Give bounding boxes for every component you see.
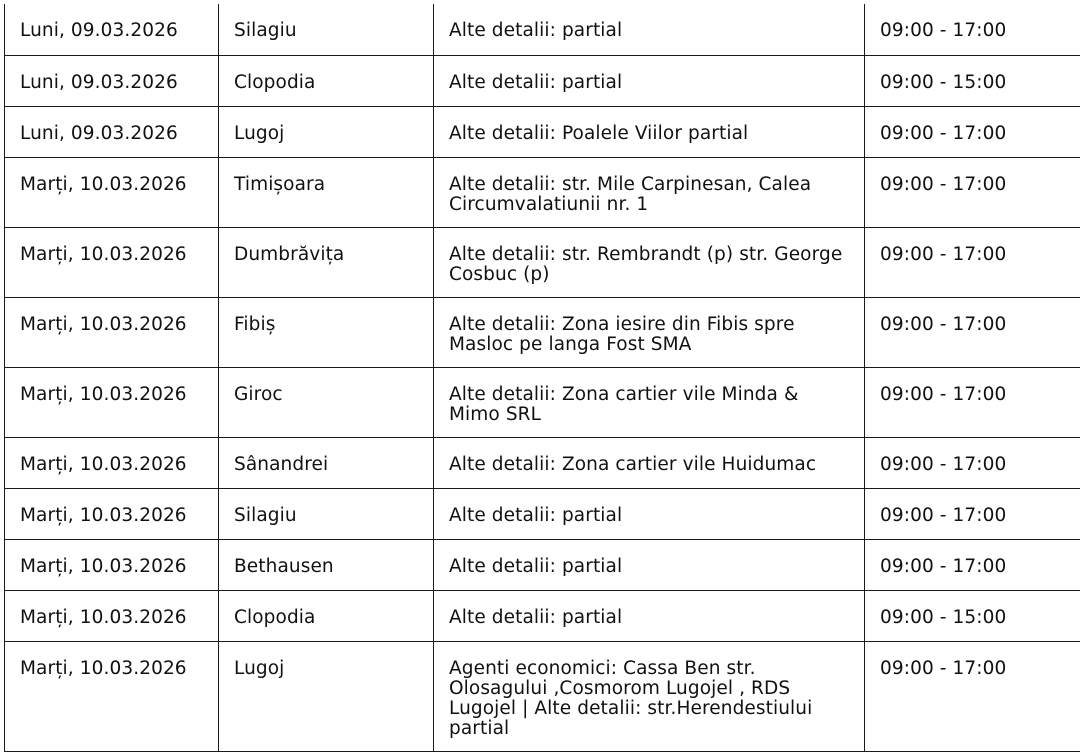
date-cell: Marți, 10.03.2026 xyxy=(5,539,219,590)
location-cell: Bethausen xyxy=(219,539,434,590)
date-cell: Luni, 09.03.2026 xyxy=(5,55,219,106)
date-cell: Marți, 10.03.2026 xyxy=(5,157,219,227)
location-cell: Silagiu xyxy=(219,488,434,539)
date-cell: Marți, 10.03.2026 xyxy=(5,437,219,488)
details-cell: Alte detalii: Zona cartier vile Huidumac xyxy=(434,437,865,488)
details-cell: Agenti economici: Cassa Ben str. Olosagului ,Cosmorom Lugojel , RDS Lugojel | Alte detalii: str.Herendestiului partial xyxy=(434,641,865,751)
table-row xyxy=(5,367,1080,437)
details-cell: Alte detalii: partial xyxy=(434,4,865,55)
date-cell: Marți, 10.03.2026 xyxy=(5,297,219,367)
hours-cell: 09:00 - 15:00 xyxy=(865,590,1080,641)
table-row xyxy=(5,106,1080,157)
outage-schedule-table xyxy=(4,4,1080,752)
location-cell: Clopodia xyxy=(219,55,434,106)
details-cell: Alte detalii: partial xyxy=(434,539,865,590)
location-cell: Dumbrăvița xyxy=(219,227,434,297)
hours-cell: 09:00 - 17:00 xyxy=(865,488,1080,539)
date-cell: Marți, 10.03.2026 xyxy=(5,641,219,751)
date-cell: Luni, 09.03.2026 xyxy=(5,4,219,55)
date-cell: Marți, 10.03.2026 xyxy=(5,488,219,539)
hours-cell: 09:00 - 17:00 xyxy=(865,437,1080,488)
location-cell: Giroc xyxy=(219,367,434,437)
hours-cell: 09:00 - 17:00 xyxy=(865,157,1080,227)
table-row xyxy=(5,590,1080,641)
table-row xyxy=(5,227,1080,297)
details-cell: Alte detalii: Zona cartier vile Minda & Mimo SRL xyxy=(434,367,865,437)
details-cell: Alte detalii: str. Mile Carpinesan, Calea Circumvalatiunii nr. 1 xyxy=(434,157,865,227)
table-row xyxy=(5,4,1080,55)
hours-cell: 09:00 - 17:00 xyxy=(865,4,1080,55)
details-cell: Alte detalii: partial xyxy=(434,590,865,641)
table-row xyxy=(5,55,1080,106)
table-row xyxy=(5,488,1080,539)
date-cell: Marți, 10.03.2026 xyxy=(5,227,219,297)
location-cell: Fibiș xyxy=(219,297,434,367)
details-cell: Alte detalii: str. Rembrandt (p) str. George Cosbuc (p) xyxy=(434,227,865,297)
location-cell: Timișoara xyxy=(219,157,434,227)
details-cell: Alte detalii: Zona iesire din Fibis spre Masloc pe langa Fost SMA xyxy=(434,297,865,367)
table-row xyxy=(5,539,1080,590)
date-cell: Marți, 10.03.2026 xyxy=(5,367,219,437)
table-row xyxy=(5,157,1080,227)
table-row xyxy=(5,641,1080,751)
details-cell: Alte detalii: partial xyxy=(434,55,865,106)
hours-cell: 09:00 - 15:00 xyxy=(865,55,1080,106)
details-cell: Alte detalii: Poalele Viilor partial xyxy=(434,106,865,157)
location-cell: Clopodia xyxy=(219,590,434,641)
date-cell: Marți, 10.03.2026 xyxy=(5,590,219,641)
location-cell: Lugoj xyxy=(219,106,434,157)
hours-cell: 09:00 - 17:00 xyxy=(865,539,1080,590)
table-row xyxy=(5,437,1080,488)
hours-cell: 09:00 - 17:00 xyxy=(865,297,1080,367)
location-cell: Sânandrei xyxy=(219,437,434,488)
location-cell: Lugoj xyxy=(219,641,434,751)
hours-cell: 09:00 - 17:00 xyxy=(865,227,1080,297)
location-cell: Silagiu xyxy=(219,4,434,55)
hours-cell: 09:00 - 17:00 xyxy=(865,106,1080,157)
hours-cell: 09:00 - 17:00 xyxy=(865,641,1080,751)
table-row xyxy=(5,297,1080,367)
date-cell: Luni, 09.03.2026 xyxy=(5,106,219,157)
details-cell: Alte detalii: partial xyxy=(434,488,865,539)
hours-cell: 09:00 - 17:00 xyxy=(865,367,1080,437)
